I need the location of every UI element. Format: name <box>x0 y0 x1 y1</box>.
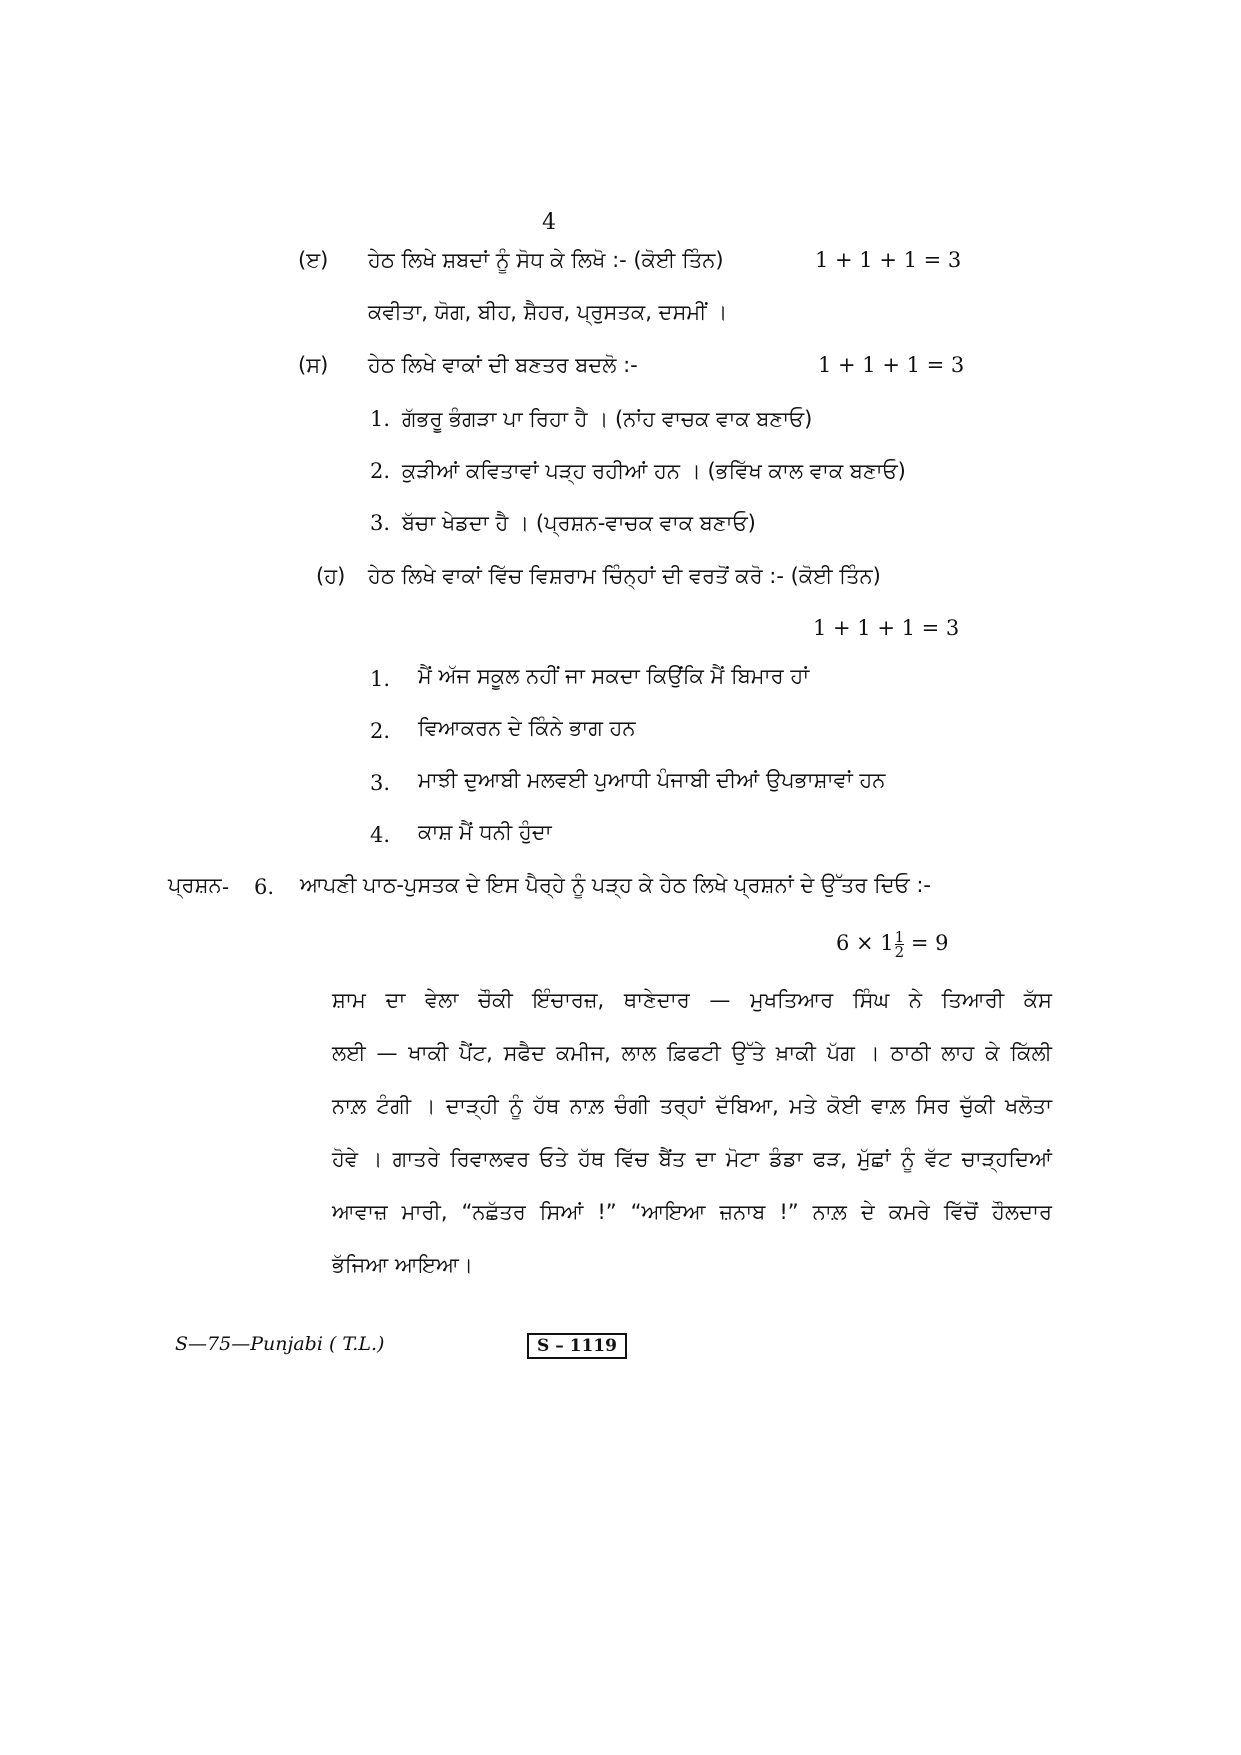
section-h-instruction: ਹੇਠ ਲਿਖੇ ਵਾਕਾਂ ਵਿੱਚ ਵਿਸ਼ਰਾਮ ਚਿੰਨ੍ਹਾਂ ਦੀ ਵਰਤੋਂ ਕਰੋ :- (ਕੋਈ ਤਿੰਨ) <box>368 564 881 588</box>
passage-line: ਆਵਾਜ਼ ਮਾਰੀ, “ਨਛੱਤਰ ਸਿਆਂ !” “ਆਇਆ ਜ਼ਨਾਬ !” ਨਾਲ਼ ਦੇ ਕਮਰੇ ਵਿੱਚੋਂ ਹੌਲਦਾਰ <box>332 1200 1052 1224</box>
section-s-item-number: 1. <box>370 407 391 431</box>
passage-line: ਲਈ — ਖਾਕੀ ਪੈਂਟ, ਸਫੈਦ ਕਮੀਜ, ਲਾਲ ਫ਼ਿਫਟੀ ਉੱਤੇ ਖ਼ਾਕੀ ਪੱਗ । ਠਾਠੀ ਲਾਹ ਕੇ ਕਿੱਲੀ <box>332 1041 1052 1065</box>
section-h-item-number: 4. <box>370 823 391 847</box>
question-instruction: ਆਪਣੀ ਪਾਠ-ਪੁਸਤਕ ਦੇ ਇਸ ਪੈਰ੍ਹੇ ਨੂੰ ਪੜ੍ਹ ਕੇ ਹੇਠ ਲਿਖੇ ਪ੍ਰਸ਼ਨਾਂ ਦੇ ਉੱਤਰ ਦਿਓ :- <box>300 873 932 897</box>
section-s-marker: (ਸ) <box>298 353 329 377</box>
question-dash: - <box>222 875 230 899</box>
question-label: ਪ੍ਰਸ਼ਨ <box>168 873 222 897</box>
fraction-numerator: 1 <box>894 928 905 946</box>
passage-line: ਨਾਲ਼ ਟੰਗੀ । ਦਾੜ੍ਹੀ ਨੂੰ ਹੱਥ ਨਾਲ਼ ਚੰਗੀ ਤਰ੍ਹਾਂ ਦੱਬਿਆ, ਮਤੇ ਕੋਈ ਵਾਲ਼ ਸਿਰ ਚੁੱਕੀ ਖਲੋਤਾ <box>332 1094 1052 1118</box>
section-h-item-text: ਮਾਝੀ ਦੁਆਬੀ ਮਲਵਈ ਪੁਆਧੀ ਪੰਜਾਬੀ ਦੀਆਂ ਉਪਭਾਸ਼ਾਵਾਂ ਹਨ <box>418 768 886 792</box>
question-number: 6. <box>254 875 275 899</box>
section-s-item-number: 3. <box>370 511 391 535</box>
section-e-words: ਕਵੀਤਾ, ਯੋਗ, ਬੀਹ, ਸ਼ੈਹਰ, ਪ੍ਰੁਸਤਕ, ਦਸਮੀਂ । <box>368 300 728 324</box>
section-h-item-text: ਮੈਂ ਅੱਜ ਸਕੂਲ ਨਹੀਂ ਜਾ ਸਕਦਾ ਕਿਉਂਕਿ ਮੈਂ ਬਿਮਾਰ ਹਾਂ <box>418 664 810 688</box>
section-s-instruction: ਹੇਠ ਲਿਖੇ ਵਾਕਾਂ ਦੀ ਬਣਤਰ ਬਦਲੋ :- <box>368 353 638 377</box>
section-h-item-number: 1. <box>370 667 391 691</box>
section-h-item-text: ਕਾਸ਼ ਮੈਂ ਧਨੀ ਹੁੰਦਾ <box>418 820 552 844</box>
section-h-item-number: 3. <box>370 771 391 795</box>
section-s-marks: 1 + 1 + 1 = 3 <box>818 353 965 377</box>
section-s-item-number: 2. <box>370 459 391 483</box>
passage-line: ਸ਼ਾਮ ਦਾ ਵੇਲਾ ਚੌਕੀ ਇੰਚਾਰਜ਼, ਥਾਣੇਦਾਰ — ਮੁਖਤਿਆਰ ਸਿੰਘ ਨੇ ਤਿਆਰੀ ਕੱਸ <box>332 988 1052 1012</box>
marks-fraction <box>895 930 905 959</box>
page-number: 4 <box>542 210 556 235</box>
section-h-marker: (ਹ) <box>316 564 346 588</box>
section-h-item-number: 2. <box>370 719 391 743</box>
question-marks <box>836 930 949 959</box>
section-e-marks: 1 + 1 + 1 = 3 <box>815 248 962 272</box>
passage-line: ਹੋਵੇ । ਗਾਤਰੇ ਰਿਵਾਲਵਰ ਓਤੇ ਹੱਥ ਵਿੱਚ ਬੈਂਤ ਦਾ ਮੋਟਾ ਡੰਡਾ ਫੜ, ਮੁੱਛਾਂ ਨੂੰ ਵੱਟ ਚਾੜ੍ਹਦਿਆਂ <box>332 1147 1052 1171</box>
passage-line: ਭੱਜਿਆ ਆਇਆ। <box>332 1253 473 1277</box>
marks-suffix: = 9 <box>910 931 949 955</box>
section-s-item-text: ਕੁੜੀਆਂ ਕਵਿਤਾਵਾਂ ਪੜ੍ਹ ਰਹੀਆਂ ਹਨ । (ਭਵਿੱਖ ਕਾਲ ਵਾਕ ਬਣਾਓ) <box>402 459 906 483</box>
section-s-item-text: ਬੱਚਾ ਖੇਡਦਾ ਹੈ । (ਪ੍ਰਸ਼ਨ-ਵਾਚਕ ਵਾਕ ਬਣਾਓ) <box>402 511 756 535</box>
fraction-denominator: 2 <box>894 943 905 961</box>
section-e-instruction: ਹੇਠ ਲਿਖੇ ਸ਼ਬਦਾਂ ਨੂੰ ਸੋਧ ਕੇ ਲਿਖੋ :- (ਕੋਈ ਤਿੰਨ) <box>368 248 724 272</box>
section-h-item-text: ਵਿਆਕਰਨ ਦੇ ਕਿੰਨੇ ਭਾਗ ਹਨ <box>418 716 636 740</box>
section-e-marker: (ੲ) <box>298 248 329 272</box>
paper-code: S – 1119 <box>527 1333 627 1359</box>
section-h-marks: 1 + 1 + 1 = 3 <box>813 616 960 640</box>
footer-subject: S—75—Punjabi ( T.L.) <box>175 1333 385 1355</box>
marks-prefix: 6 × 1 <box>836 931 894 955</box>
section-s-item-text: ਗੱਭਰੂ ਭੰਗੜਾ ਪਾ ਰਿਹਾ ਹੈ । (ਨਾਂਹ ਵਾਚਕ ਵਾਕ ਬਣਾਓ) <box>402 407 813 431</box>
